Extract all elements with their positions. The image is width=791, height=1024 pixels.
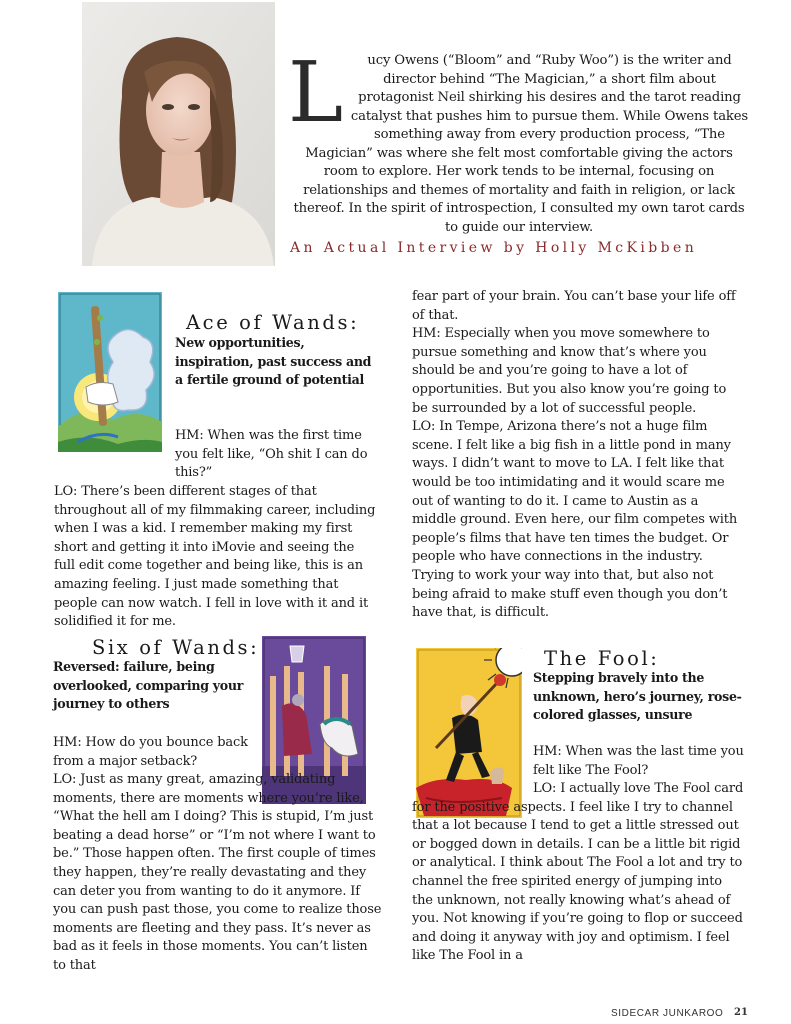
ace-answer: LO: There’s been different stages of that throughout all of my filmmaking career, including when I was a kid. I remember making my first short and getting it into iMovie and seeing the full edit come together and being like, this is an amazing feeling. I just made something that people can now watch. I fell in love with it and it solidified it for me. <box>54 484 376 630</box>
intro-dropcap: L <box>288 44 343 141</box>
portrait-photo <box>82 2 275 266</box>
ace-of-wands-card-image <box>58 292 162 452</box>
right-p3: LO: In Tempe, Arizona there’s not a huge film scene. I felt like a big fish in a little pond in many ways. I didn’t want to move to LA. I felt like that would be too intimidating and it would scare me out of wanting to do it. I came to Austin as a middle ground. Even here, our film competes with people’s films that have ten times the budget. Or people who have connections in the industry. Trying to work your way into that, but also not being afraid to make stuff even though you don’t have that, is difficult. <box>412 419 738 621</box>
fool-subtitle: Stepping bravely into the unknown, hero’s journey, rose-colored glasses, unsure <box>533 670 742 723</box>
six-answer <box>53 771 383 976</box>
ace-title: Ace of Wands: <box>186 311 360 334</box>
fool-question: HM: When was the last time you felt like The Fool? <box>533 744 744 778</box>
intro-text: ucy Owens (“Bloom” and “Ruby Woo”) is the writer and director behind “The Magician,” a short film about protagonist Neil shirking his desires and the tarot reading catalyst that pushes him to pursue them. While Owens takes something away from every production process, “The Magician” was where she felt most comfortable giving the actors room to explore. Her work tends to be internal, focusing on relationships and themes of mortality and faith in religion, or lack thereof. In the spirit of introspection, I consulted my own tarot cards to guide our interview. <box>293 53 749 235</box>
fool-answer: LO: I actually love The Fool card for the positive aspects. I feel like I try to channel that a lot because I tend to get a little stressed out or bogged down in details. I can be a little bit rigid or analytical. I think about The Fool a lot and try to channel the free spirited energy of jumping into the unknown, not really knowing what’s ahead of you. Not knowing if you’re going to flop or succeed and doing it anyway with joy and optimism. I feel like The Fool in a <box>412 781 744 964</box>
right-p2: HM: Especially when you move somewhere to pursue something and know that’s where you should be and you’re going to have a lot of opportunities. But you also know you’re going to be surrounded by a lot of successful people. <box>412 326 727 416</box>
right-column-text <box>412 288 742 623</box>
byline: An Actual Interview by Holly McKibben <box>290 240 698 256</box>
right-p1: fear part of your brain. You can’t base your life off of that. <box>412 289 736 323</box>
page-number: 21 <box>734 1007 748 1018</box>
intro-paragraph <box>288 44 750 237</box>
six-answer-text: LO: Just as many great, amazing, validating moments, there are moments where you’re like, “What the hell am I doing? This is stupid, I’m just beating a dead horse” or “I’m not where I want to be.” Those happen often. The first couple of times they happen, they’re really devastating and they can deter you from wanting to do it anymore. If you can push past those, you come to realize those moments are fleeting and they pass. It’s never as bad as it feels in those moments. You can’t listen to that <box>53 772 382 973</box>
ace-question: HM: When was the first time you felt like, “Oh shit I can do this?” <box>175 428 368 481</box>
ace-subtitle: New opportunities, inspiration, past success and a fertile ground of potential <box>175 335 372 388</box>
six-title: Six of Wands: <box>92 636 260 659</box>
footer-publication: SIDECAR JUNKAROO <box>611 1008 724 1019</box>
six-subtitle: Reversed: failure, being overlooked, comparing your journey to others <box>53 659 244 712</box>
fool-title: The Fool: <box>544 647 660 670</box>
six-question: HM: How do you bounce back from a major setback? <box>53 735 248 769</box>
